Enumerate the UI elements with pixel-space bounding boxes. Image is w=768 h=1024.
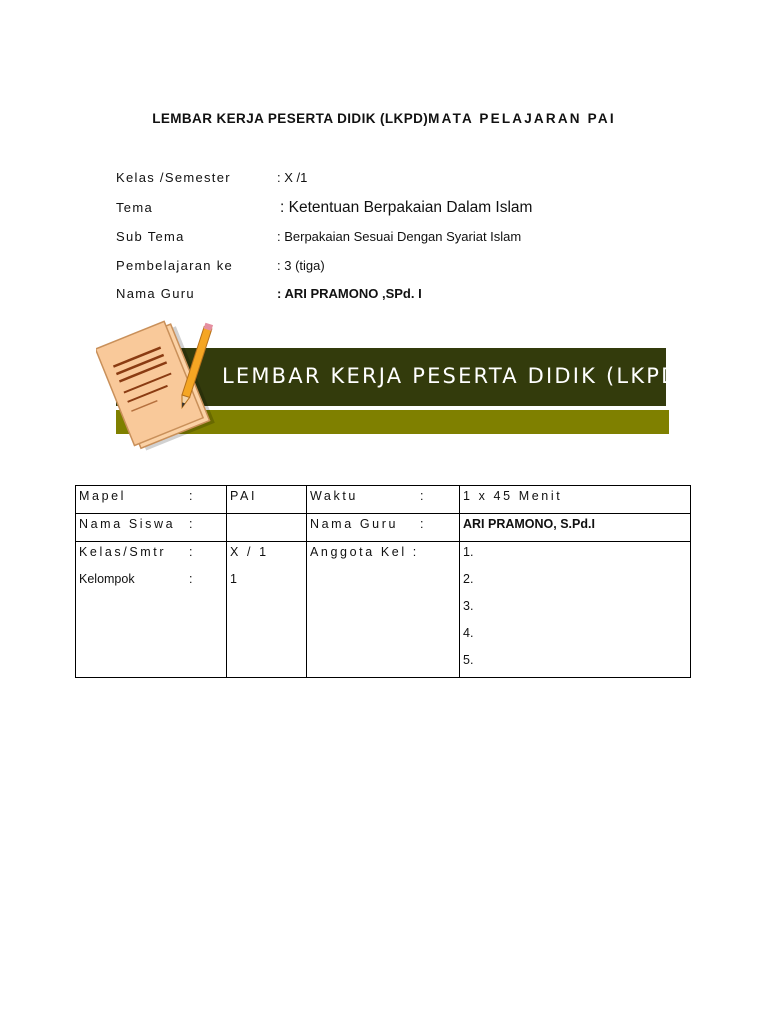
table-row bbox=[76, 486, 691, 514]
info-label: Kelas /Semester bbox=[116, 170, 231, 185]
info-row-tema bbox=[116, 198, 676, 218]
title-part-mapel: MATA PELAJARAN PAI bbox=[428, 111, 616, 126]
nama-siswa-value bbox=[230, 514, 303, 541]
table-row bbox=[76, 542, 691, 678]
anggota-kel-label: Anggota Kel : bbox=[310, 545, 419, 559]
table-cell bbox=[307, 542, 460, 678]
info-value: : Berpakaian Sesuai Dengan Syariat Islam bbox=[277, 229, 522, 244]
colon: : bbox=[189, 489, 193, 503]
table-cell bbox=[460, 486, 691, 514]
table-row bbox=[76, 514, 691, 542]
colon: : bbox=[189, 517, 193, 531]
nama-siswa-label: Nama Siswa bbox=[79, 517, 176, 531]
lkpd-banner bbox=[96, 308, 690, 458]
table-cell bbox=[307, 514, 460, 542]
lkpd-identity-table bbox=[75, 485, 691, 678]
banner-title: LEMBAR KERJA PESERTA DIDIK (LKPD) bbox=[222, 364, 690, 388]
info-row-sub-tema bbox=[116, 227, 676, 247]
table-cell bbox=[76, 486, 227, 514]
nama-guru-label: Nama Guru bbox=[310, 517, 399, 531]
colon: : bbox=[420, 517, 424, 531]
info-label: Pembelajaran ke bbox=[116, 258, 234, 273]
colon: : bbox=[420, 489, 424, 503]
document-title bbox=[0, 111, 768, 126]
colon: : bbox=[189, 572, 193, 586]
mapel-label: Mapel bbox=[79, 489, 127, 503]
document-pencil-icon bbox=[96, 308, 226, 458]
mapel-value: PAI bbox=[230, 489, 258, 503]
nama-guru-value: ARI PRAMONO, S.Pd.I bbox=[463, 517, 595, 531]
waktu-value: 1 x 45 Menit bbox=[463, 489, 563, 503]
anggota-item: 5. bbox=[463, 653, 474, 667]
info-value: : ARI PRAMONO ,SPd. I bbox=[277, 286, 422, 301]
colon: : bbox=[189, 545, 193, 559]
anggota-item: 1. bbox=[463, 545, 474, 559]
info-label: Tema bbox=[116, 200, 153, 215]
info-row-pembelajaran bbox=[116, 256, 676, 276]
kelas-smtr-value: X / 1 bbox=[230, 545, 269, 559]
anggota-item: 4. bbox=[463, 626, 474, 640]
table-cell bbox=[460, 514, 691, 542]
anggota-item: 3. bbox=[463, 599, 474, 613]
title-part-lkpd: LEMBAR KERJA PESERTA DIDIK (LKPD) bbox=[152, 111, 429, 126]
info-row-kelas-semester bbox=[116, 168, 676, 188]
info-value: : 3 (tiga) bbox=[277, 258, 325, 273]
waktu-label: Waktu bbox=[310, 489, 358, 503]
info-label: Sub Tema bbox=[116, 229, 185, 244]
table-cell bbox=[227, 514, 307, 542]
table-cell bbox=[307, 486, 460, 514]
info-value: : Ketentuan Berpakaian Dalam Islam bbox=[280, 199, 533, 216]
info-row-nama-guru bbox=[116, 284, 676, 304]
table-cell bbox=[227, 542, 307, 678]
kelompok-value: 1 bbox=[230, 572, 237, 586]
kelompok-label: Kelompok bbox=[79, 572, 135, 586]
kelas-smtr-label: Kelas/Smtr bbox=[79, 545, 167, 559]
anggota-item: 2. bbox=[463, 572, 474, 586]
table-cell bbox=[227, 486, 307, 514]
table-cell bbox=[76, 514, 227, 542]
table-cell bbox=[460, 542, 691, 678]
info-label: Nama Guru bbox=[116, 286, 195, 301]
info-value: : X /1 bbox=[277, 170, 308, 185]
table-cell bbox=[76, 542, 227, 678]
